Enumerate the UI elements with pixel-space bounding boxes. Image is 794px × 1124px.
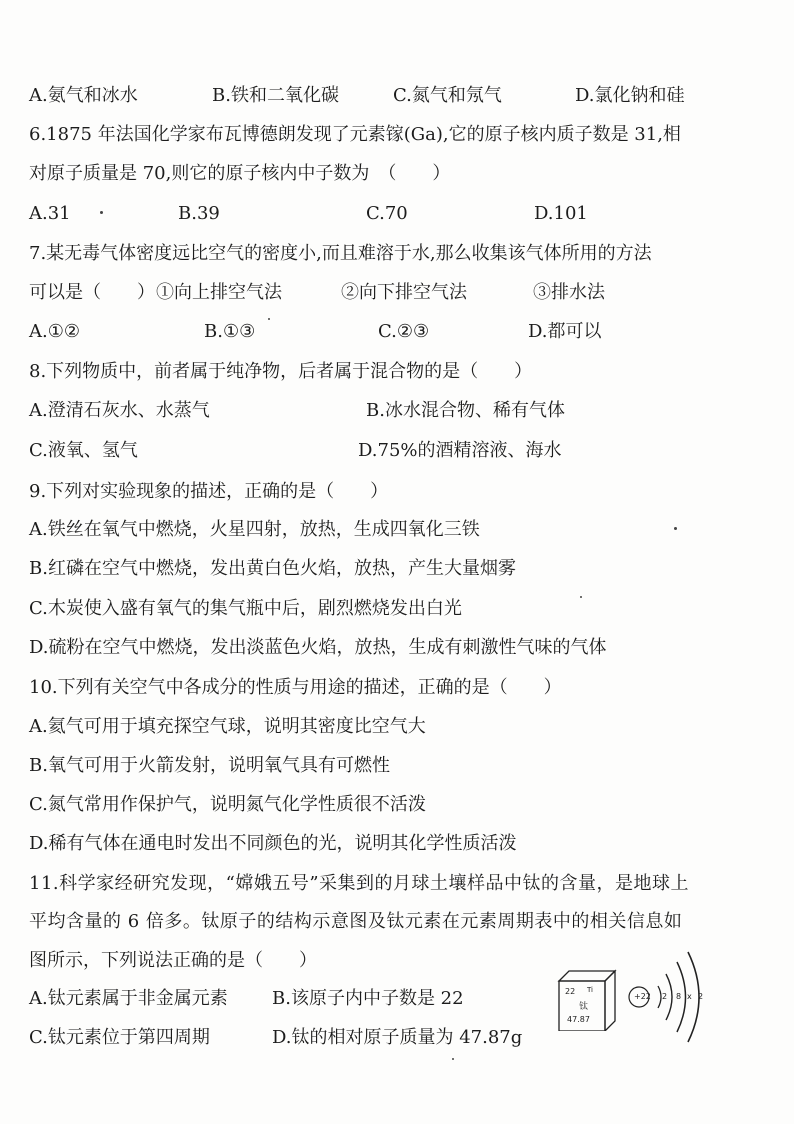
q10-option-a: A.氦气可用于填充探空气球，说明其密度比空气大 [29,716,426,737]
q7-option-a: A.①② [29,321,80,342]
q6-option-a: A.31 [29,203,71,224]
q6-option-b: B.39 [178,203,220,224]
q10-option-c: C.氮气常用作保护气，说明氮气化学性质很不活泼 [29,794,426,815]
atom-nucleus-charge: +22 [634,992,651,1001]
q8-stem: 8.下列物质中，前者属于纯净物，后者属于混合物的是（ ） [29,361,533,382]
q11-stem-line1: 11.科学家经研究发现，“嫦娥五号”采集到的月球土壤样品中钛的含量，是地球上 [29,873,690,894]
q9-option-c: C.木炭使入盛有氧气的集气瓶中后，剧烈燃烧发出白光 [29,598,462,619]
q6-stem-line1: 6.1875 年法国化学家布瓦博德朗发现了元素镓(Ga),它的原子核内质子数是 31,相 [29,124,681,145]
tile-element-name: 钛 [579,1002,589,1012]
q7-stem-prefix: 可以是（ ） [29,282,155,303]
q11-stem-line2: 平均含量的 6 倍多。钛原子的结构示意图及钛元素在元素周期表中的相关信息如 [29,911,683,932]
scan-speck [100,211,103,214]
q7-method-1: ①向上排空气法 [156,282,282,303]
q10-option-d: D.稀有气体在通电时发出不同颜色的光，说明其化学性质活泼 [29,833,517,854]
scan-speck [452,1058,454,1060]
periodic-table-tile [555,965,617,1031]
shell-1-electrons: 2 [662,992,668,1001]
q11-option-b: B.该原子内中子数是 22 [272,988,464,1009]
q10-stem: 10.下列有关空气中各成分的性质与用途的描述，正确的是（ ） [29,677,562,698]
shell-3-electrons: x [687,992,692,1001]
q6-option-d: D.101 [534,203,588,224]
q7-stem-line1: 7.某无毒气体密度远比空气的密度小,而且难溶于水,那么收集该气体所用的方法 [29,243,652,264]
q7-option-b: B.①③ [204,321,256,342]
tile-atomic-mass: 47.87 [567,1015,590,1024]
q9-option-b: B.红磷在空气中燃烧，发出黄白色火焰，放热，产生大量烟雾 [29,558,516,579]
q9-option-a: A.铁丝在氧气中燃烧，火星四射，放热，生成四氧化三铁 [29,519,480,540]
q8-option-b: B.冰水混合物、稀有气体 [366,400,565,421]
q7-option-d: D.都可以 [528,321,602,342]
q9-option-d: D.硫粉在空气中燃烧，发出淡蓝色火焰，放热，生成有刺激性气味的气体 [29,637,607,658]
q11-option-a: A.钛元素属于非金属元素 [29,988,228,1009]
q7-method-2: ②向下排空气法 [341,282,467,303]
q11-option-d: D.钛的相对原子质量为 47.87g [272,1027,523,1048]
tile-atomic-number: 22 [565,987,576,996]
q5-option-a: A.氨气和冰水 [29,85,138,106]
q9-stem: 9.下列对实验现象的描述，正确的是（ ） [29,481,389,502]
q7-method-3: ③排水法 [533,282,605,303]
atom-structure-diagram [628,948,720,1048]
q8-option-d: D.75%的酒精溶液、海水 [358,440,562,461]
q8-option-c: C.液氧、氢气 [29,440,138,461]
q7-option-c: C.②③ [378,321,430,342]
tile-symbol: Ti [587,986,594,994]
shell-2-electrons: 8 [676,992,682,1001]
q6-option-c: C.70 [366,203,408,224]
shell-4-electrons: 2 [698,992,704,1001]
scan-speck [674,527,677,530]
q6-stem-line2: 对原子质量是 70,则它的原子核内中子数为 （ ） [29,163,451,184]
q5-option-b: B.铁和二氧化碳 [212,85,339,106]
q5-option-d: D.氯化钠和硅 [575,85,685,106]
scan-speck [580,596,582,598]
q11-stem-line3: 图所示，下列说法正确的是（ ） [29,950,317,971]
q8-option-a: A.澄清石灰水、水蒸气 [29,400,210,421]
q11-option-c: C.钛元素位于第四周期 [29,1027,210,1048]
q5-option-c: C.氮气和氖气 [393,85,502,106]
q10-option-b: B.氧气可用于火箭发射，说明氧气具有可燃性 [29,755,390,776]
scan-speck [268,318,270,320]
